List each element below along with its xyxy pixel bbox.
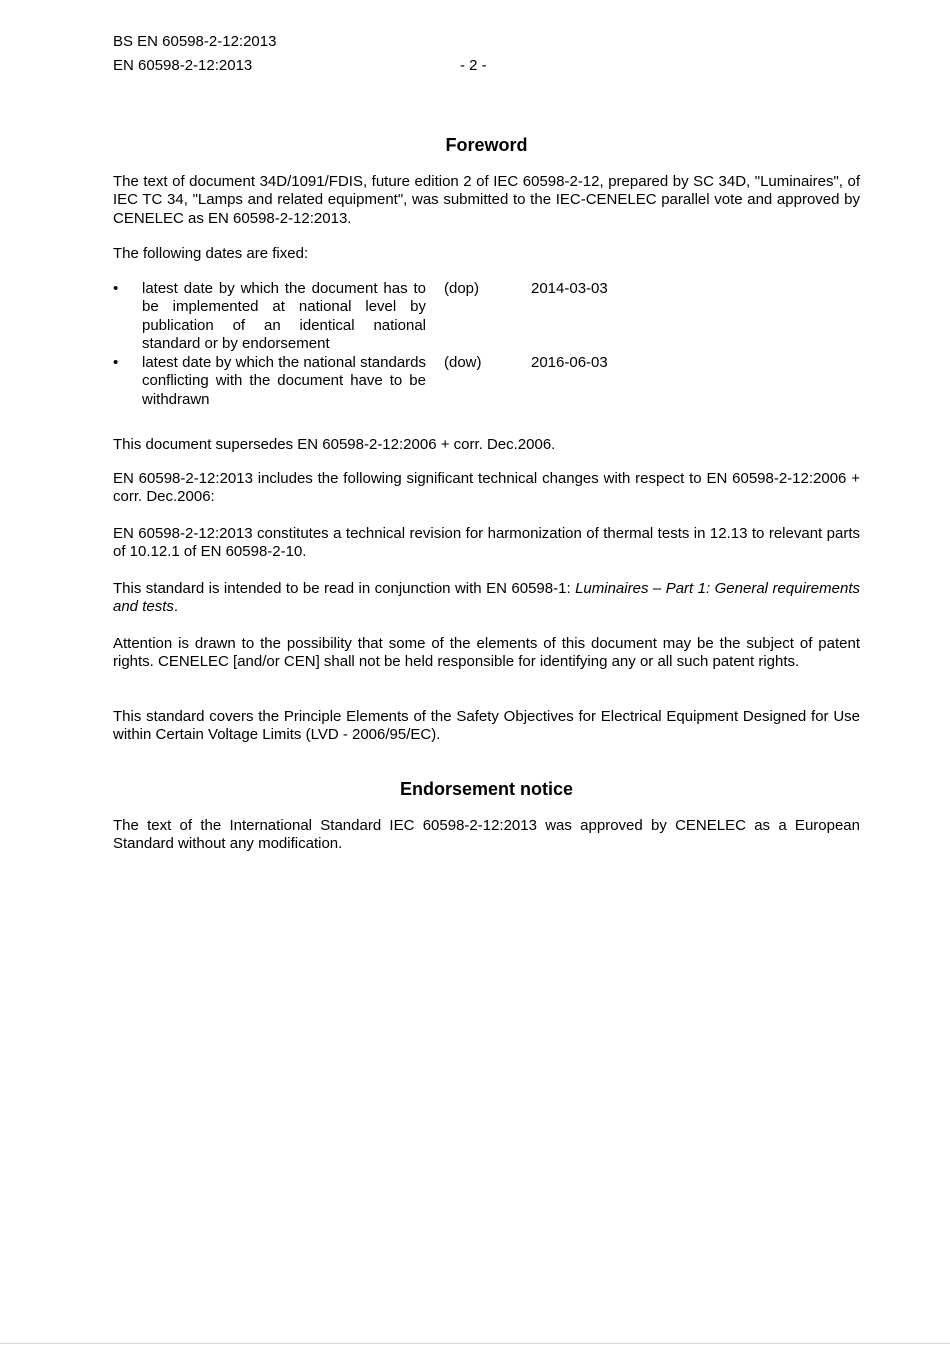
- conjunction-paragraph: [113, 580, 860, 617]
- page-number: - 2 -: [460, 57, 487, 74]
- date-entry-dop: [113, 280, 713, 354]
- bullet-icon: •: [113, 354, 119, 371]
- date-value: 2016-06-03: [531, 354, 608, 371]
- date-entry-dow: [113, 354, 713, 410]
- date-description: latest date by which the national standards conflicting with the document have to be withdrawn: [142, 354, 426, 408]
- patent-rights-paragraph: Attention is drawn to the possibility that some of the elements of this document may be the subject of patent rights. CENELEC [and/or CEN] shall not be held responsible for identifying any or all such patent rights.: [113, 635, 860, 671]
- foreword-intro-paragraph: The text of document 34D/1091/FDIS, future edition 2 of IEC 60598-2-12, prepared by SC 34D, "Luminaires", of IEC TC 34, "Lamps and related equipment", was submitted to the IEC-CENELEC parallel vote and approved by CENELEC as EN 60598-2-12:2013.: [113, 173, 860, 227]
- dates-intro-paragraph: The following dates are fixed:: [113, 245, 309, 262]
- date-abbreviation: (dop): [444, 280, 480, 297]
- header-en-number: EN 60598-2-12:2013: [113, 57, 253, 74]
- header-bs-number: BS EN 60598-2-12:2013: [113, 33, 277, 50]
- technical-changes-paragraph: EN 60598-2-12:2013 includes the following significant technical changes with respect to EN 60598-2-12:2006 + corr. Dec.2006:: [113, 470, 860, 506]
- date-abbreviation: (dow): [444, 354, 482, 371]
- date-description: latest date by which the document has to be implemented at national level by publication of an identical national standard or by endorsement: [142, 280, 426, 352]
- endorsement-paragraph: The text of the International Standard IEC 60598-2-12:2013 was approved by CENELEC as a European Standard without any modification.: [113, 817, 860, 853]
- conjunction-text: This standard is intended to be read in conjunction with EN 60598-1:: [113, 580, 576, 597]
- conjunction-end: .: [173, 598, 179, 616]
- lvd-paragraph: This standard covers the Principle Elements of the Safety Objectives for Electrical Equipment Designed for Use within Certain Voltage Limits (LVD - 2006/95/EC).: [113, 708, 860, 744]
- referenced-standard-title: Luminaires – Part 1: General requirements and tests: [113, 580, 860, 616]
- date-value: 2014-03-03: [531, 280, 608, 297]
- endorsement-heading: Endorsement notice: [399, 779, 574, 799]
- page-bottom-divider: [0, 1343, 950, 1344]
- bullet-icon: •: [113, 280, 119, 297]
- supersedes-paragraph: This document supersedes EN 60598-2-12:2006 + corr. Dec.2006.: [113, 436, 556, 453]
- foreword-heading: Foreword: [445, 135, 528, 155]
- technical-revision-paragraph: EN 60598-2-12:2013 constitutes a technical revision for harmonization of thermal tests in 12.13 to relevant parts of 10.12.1 of EN 60598-2-10.: [113, 525, 860, 561]
